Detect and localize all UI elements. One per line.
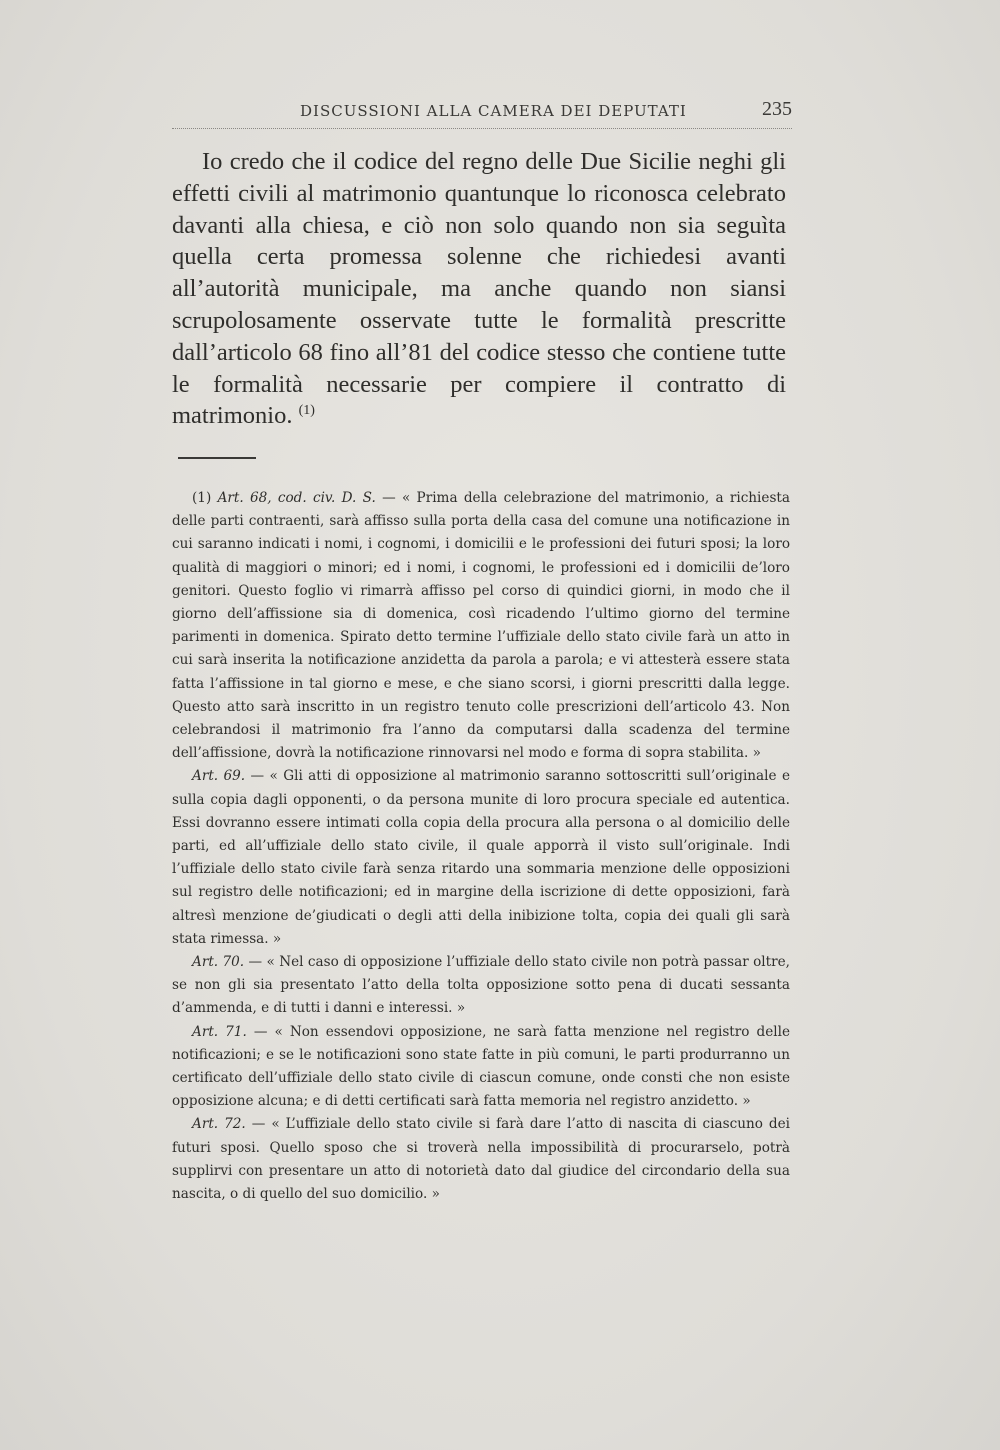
footnotes [172,487,790,1206]
footnote-article-72 [172,1113,790,1206]
footnote-article-69 [172,765,790,951]
main-text [172,146,786,432]
article-label: Art. 68, cod. civ. D. S. [217,490,376,506]
body-paragraph [172,146,786,432]
article-text: — « Non essendovi opposizione, ne sarà fatta menzione nel registro delle notificazioni; e se le notificazioni sono state fatte in più comuni, le parti produrranno un certificato dell’uffiziale dello stato civile di ciascun comune, onde consti che non esiste opposizione alcuna; e di detti certificati sarà fatta memoria nel registro anzidetto. » [172,1023,790,1110]
footnote-rule [178,457,256,459]
footnote-article-68 [172,487,790,765]
page-number: 235 [762,98,792,120]
article-label: Art. 71. [192,1023,247,1040]
footnote-number: (1) [192,490,212,506]
footnote-article-71 [172,1021,790,1114]
running-head [172,98,792,128]
header-rule [172,128,792,129]
article-text: — « Prima della celebrazione del matrimonio, a richiesta delle parti contraenti, sarà affisso sulla porta della casa del comune una notificazione in cui saranno indicati i nomi, i cognomi, i domicilii e le professioni dei futuri sposi; la loro qualità di maggiori o minori; ed i nomi, i cognomi, le professioni ed i domicilii de’loro genitori. Questo foglio vi rimarrà affisso pel corso di quindici giorni, in modo che il giorno dell’affissione sia di domenica, così ricadendo l’ultimo giorno del termine parimenti in domenica. Spirato detto termine l’uffiziale dello stato civile farà un atto in cui sarà inserita la notificazione anzidetta da parola a parola; e vi attesterà essere stata fatta l’affissione in tal giorno e mese, e che siano scorsi, i giorni prescritti dalla legge. Questo atto sarà inscritto in un registro tenuto colle prescrizioni dell’articolo 43. Non celebrandosi il matrimonio fra l’anno da computarsi dalla scadenza del termine dell’affissione, dovrà la notificazione rinnovarsi nel modo e forma di sopra stabilita. » [172,490,790,762]
article-label: Art. 72. [192,1116,246,1133]
body-paragraph-text: Io credo che il codice del regno delle Due Sicilie neghi gli effetti civili al matrimonio quantunque lo riconosca celebrato davanti alla chiesa, e ciò non solo quando non sia seguìta quella certa promessa solenne che richiedesi avanti all’autorità municipale, ma anche quando non siansi scrupolosamente osservate tutte le formalità prescritte dall’articolo 68 fino all’81 del codice stesso che contiene tutte le formalità necessarie per compiere il contratto di matrimonio. [172,148,786,430]
article-text: — « L’uffiziale dello stato civile si farà dare l’atto di nascita di ciascuno dei futuri sposi. Quello sposo che si troverà nella impossibilità di procurarselo, potrà supplirvi con presentare un atto di notorietà dato dal giudice del circondario della sua nascita, o di quello del suo domicilio. » [172,1116,790,1203]
article-text: — « Gli atti di opposizione al matrimonio saranno sottoscritti sull’originale e sulla copia dagli opponenti, o da persona munite di loro procura speciale ed autentica. Essi dovranno essere intimati colla copia della procura alla persona o al domicilio delle parti, ed all’uffiziale dello stato civile, il quale apporrà il visto sull’originale. Indi l’uffiziale dello stato civile farà senza ritardo una sommaria menzione delle opposizioni sul registro delle notificazioni; ed in margine della iscrizione di dette opposizioni, farà altresì menzione de’giudicati o degli atti della inibizione tolta, copia dei quali gli sarà stata rimessa. » [172,768,790,947]
article-label: Art. 69. [192,768,246,785]
article-text: — « Nel caso di opposizione l’uffiziale dello stato civile non potrà passar oltre, se non gli sia presentato l’atto della tolta opposizione sotto pena di ducati sessanta d’ammenda, e di tutti i danni e interessi. » [172,954,790,1017]
footnote-article-70 [172,951,790,1021]
article-label: Art. 70. [192,954,245,971]
running-title: DISCUSSIONI ALLA CAMERA DEI DEPUTATI [300,102,687,120]
footnote-reference: (1) [298,403,315,419]
